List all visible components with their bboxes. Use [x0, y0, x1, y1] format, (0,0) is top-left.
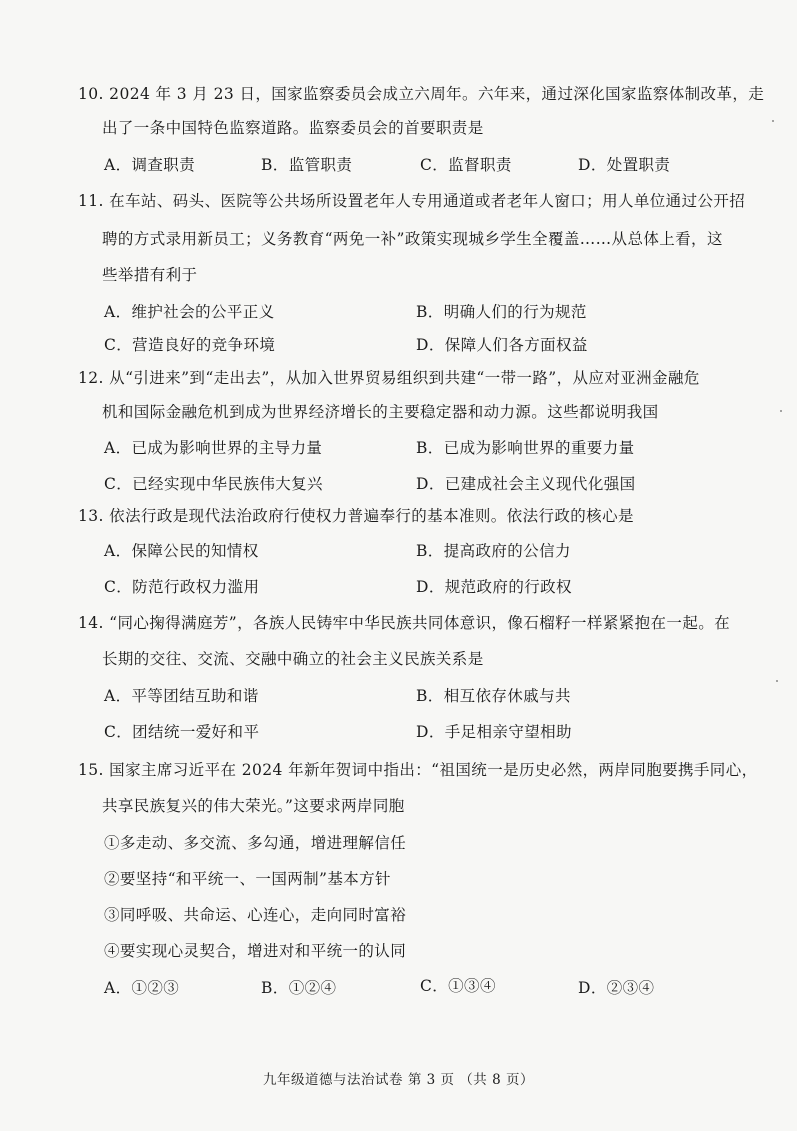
question-12-option-b: B．已成为影响世界的重要力量	[416, 439, 635, 457]
question-11-option-a: A．维护社会的公平正义	[104, 303, 275, 321]
question-14-line-1: 14. “同心掬得满庭芳”，各族人民铸牢中华民族共同体意识，像石榴籽一样紧紧抱在一起。在	[78, 614, 731, 632]
question-15-statement-3: ③同呼吸、共命运、心连心，走向同时富裕	[104, 906, 407, 924]
question-11-option-d: D．保障人们各方面权益	[416, 336, 588, 354]
question-12-line-2: 机和国际金融危机到成为世界经济增长的主要稳定器和动力源。这些都说明我国	[102, 403, 659, 421]
question-14-option-d: D．手足相亲守望相助	[416, 723, 572, 741]
question-10-option-a: A．调查职责	[104, 156, 196, 174]
question-11-line-2: 聘的方式录用新员工；义务教育“两免一补”政策实现城乡学生全覆盖……从总体上看，这	[102, 230, 723, 248]
question-13-option-a: A．保障公民的知情权	[104, 542, 259, 560]
question-13-option-c: C．防范行政权力滥用	[104, 578, 260, 596]
question-11-line-3: 些举措有利于	[102, 266, 198, 284]
question-15-line-2: 共享民族复兴的伟大荣光。”这要求两岸同胞	[102, 797, 405, 815]
question-15-option-b: B．①②④	[261, 979, 337, 997]
question-15-statement-4: ④要实现心灵契合，增进对和平统一的认同	[104, 942, 407, 960]
question-15-statement-2: ②要坚持“和平统一、一国两制”基本方针	[104, 870, 391, 888]
question-11-line-1: 11. 在车站、码头、医院等公共场所设置老年人专用通道或者老年人窗口；用人单位通过公开招	[78, 192, 746, 210]
question-15-option-c: C．①③④	[420, 977, 496, 995]
question-10-line-1: 10. 2024 年 3 月 23 日，国家监察委员会成立六周年。六年来，通过深化国家监察体制改革，走	[78, 85, 765, 103]
question-15-statement-1: ①多走动、多交流、多勾通，增进理解信任	[104, 834, 407, 852]
question-15-line-1: 15. 国家主席习近平在 2024 年新年贺词中指出：“祖国统一是历史必然，两岸同胞要携手同心，	[78, 761, 758, 779]
question-13-option-b: B．提高政府的公信力	[416, 542, 571, 560]
page-footer: 九年级道德与法治试卷 第 3 页 （共 8 页）	[263, 1072, 534, 1088]
question-13-option-d: D．规范政府的行政权	[416, 578, 572, 596]
question-15-option-d: D．②③④	[578, 979, 655, 997]
scan-speck	[776, 680, 778, 682]
question-13-line-1: 13. 依法行政是现代法治政府行使权力普遍奉行的基本准则。依法行政的核心是	[78, 507, 634, 525]
question-14-option-c: C．团结统一爱好和平	[104, 723, 260, 741]
scan-speck	[780, 410, 782, 412]
question-12-option-d: D．已建成社会主义现代化强国	[416, 475, 636, 493]
question-12-option-c: C．已经实现中华民族伟大复兴	[104, 475, 323, 493]
question-12-line-1: 12. 从“引进来”到“走出去”，从加入世界贸易组织到共建“一带一路”，从应对亚洲金融危	[78, 369, 700, 387]
question-14-option-a: A．平等团结互助和谐	[104, 687, 259, 705]
scan-speck	[772, 120, 774, 122]
question-10-option-c: C．监督职责	[420, 156, 512, 174]
question-11-option-b: B．明确人们的行为规范	[416, 303, 587, 321]
question-12-option-a: A．已成为影响世界的主导力量	[104, 439, 323, 457]
question-10-option-d: D．处置职责	[578, 156, 671, 174]
question-10-line-2: 出了一条中国特色监察道路。监察委员会的首要职责是	[102, 119, 484, 137]
question-11-option-c: C．营造良好的竞争环境	[104, 336, 276, 354]
question-10-option-b: B．监管职责	[261, 156, 353, 174]
question-14-line-2: 长期的交往、交流、交融中确立的社会主义民族关系是	[102, 650, 484, 668]
question-14-option-b: B．相互依存休戚与共	[416, 687, 571, 705]
question-15-option-a: A．①②③	[104, 979, 180, 997]
